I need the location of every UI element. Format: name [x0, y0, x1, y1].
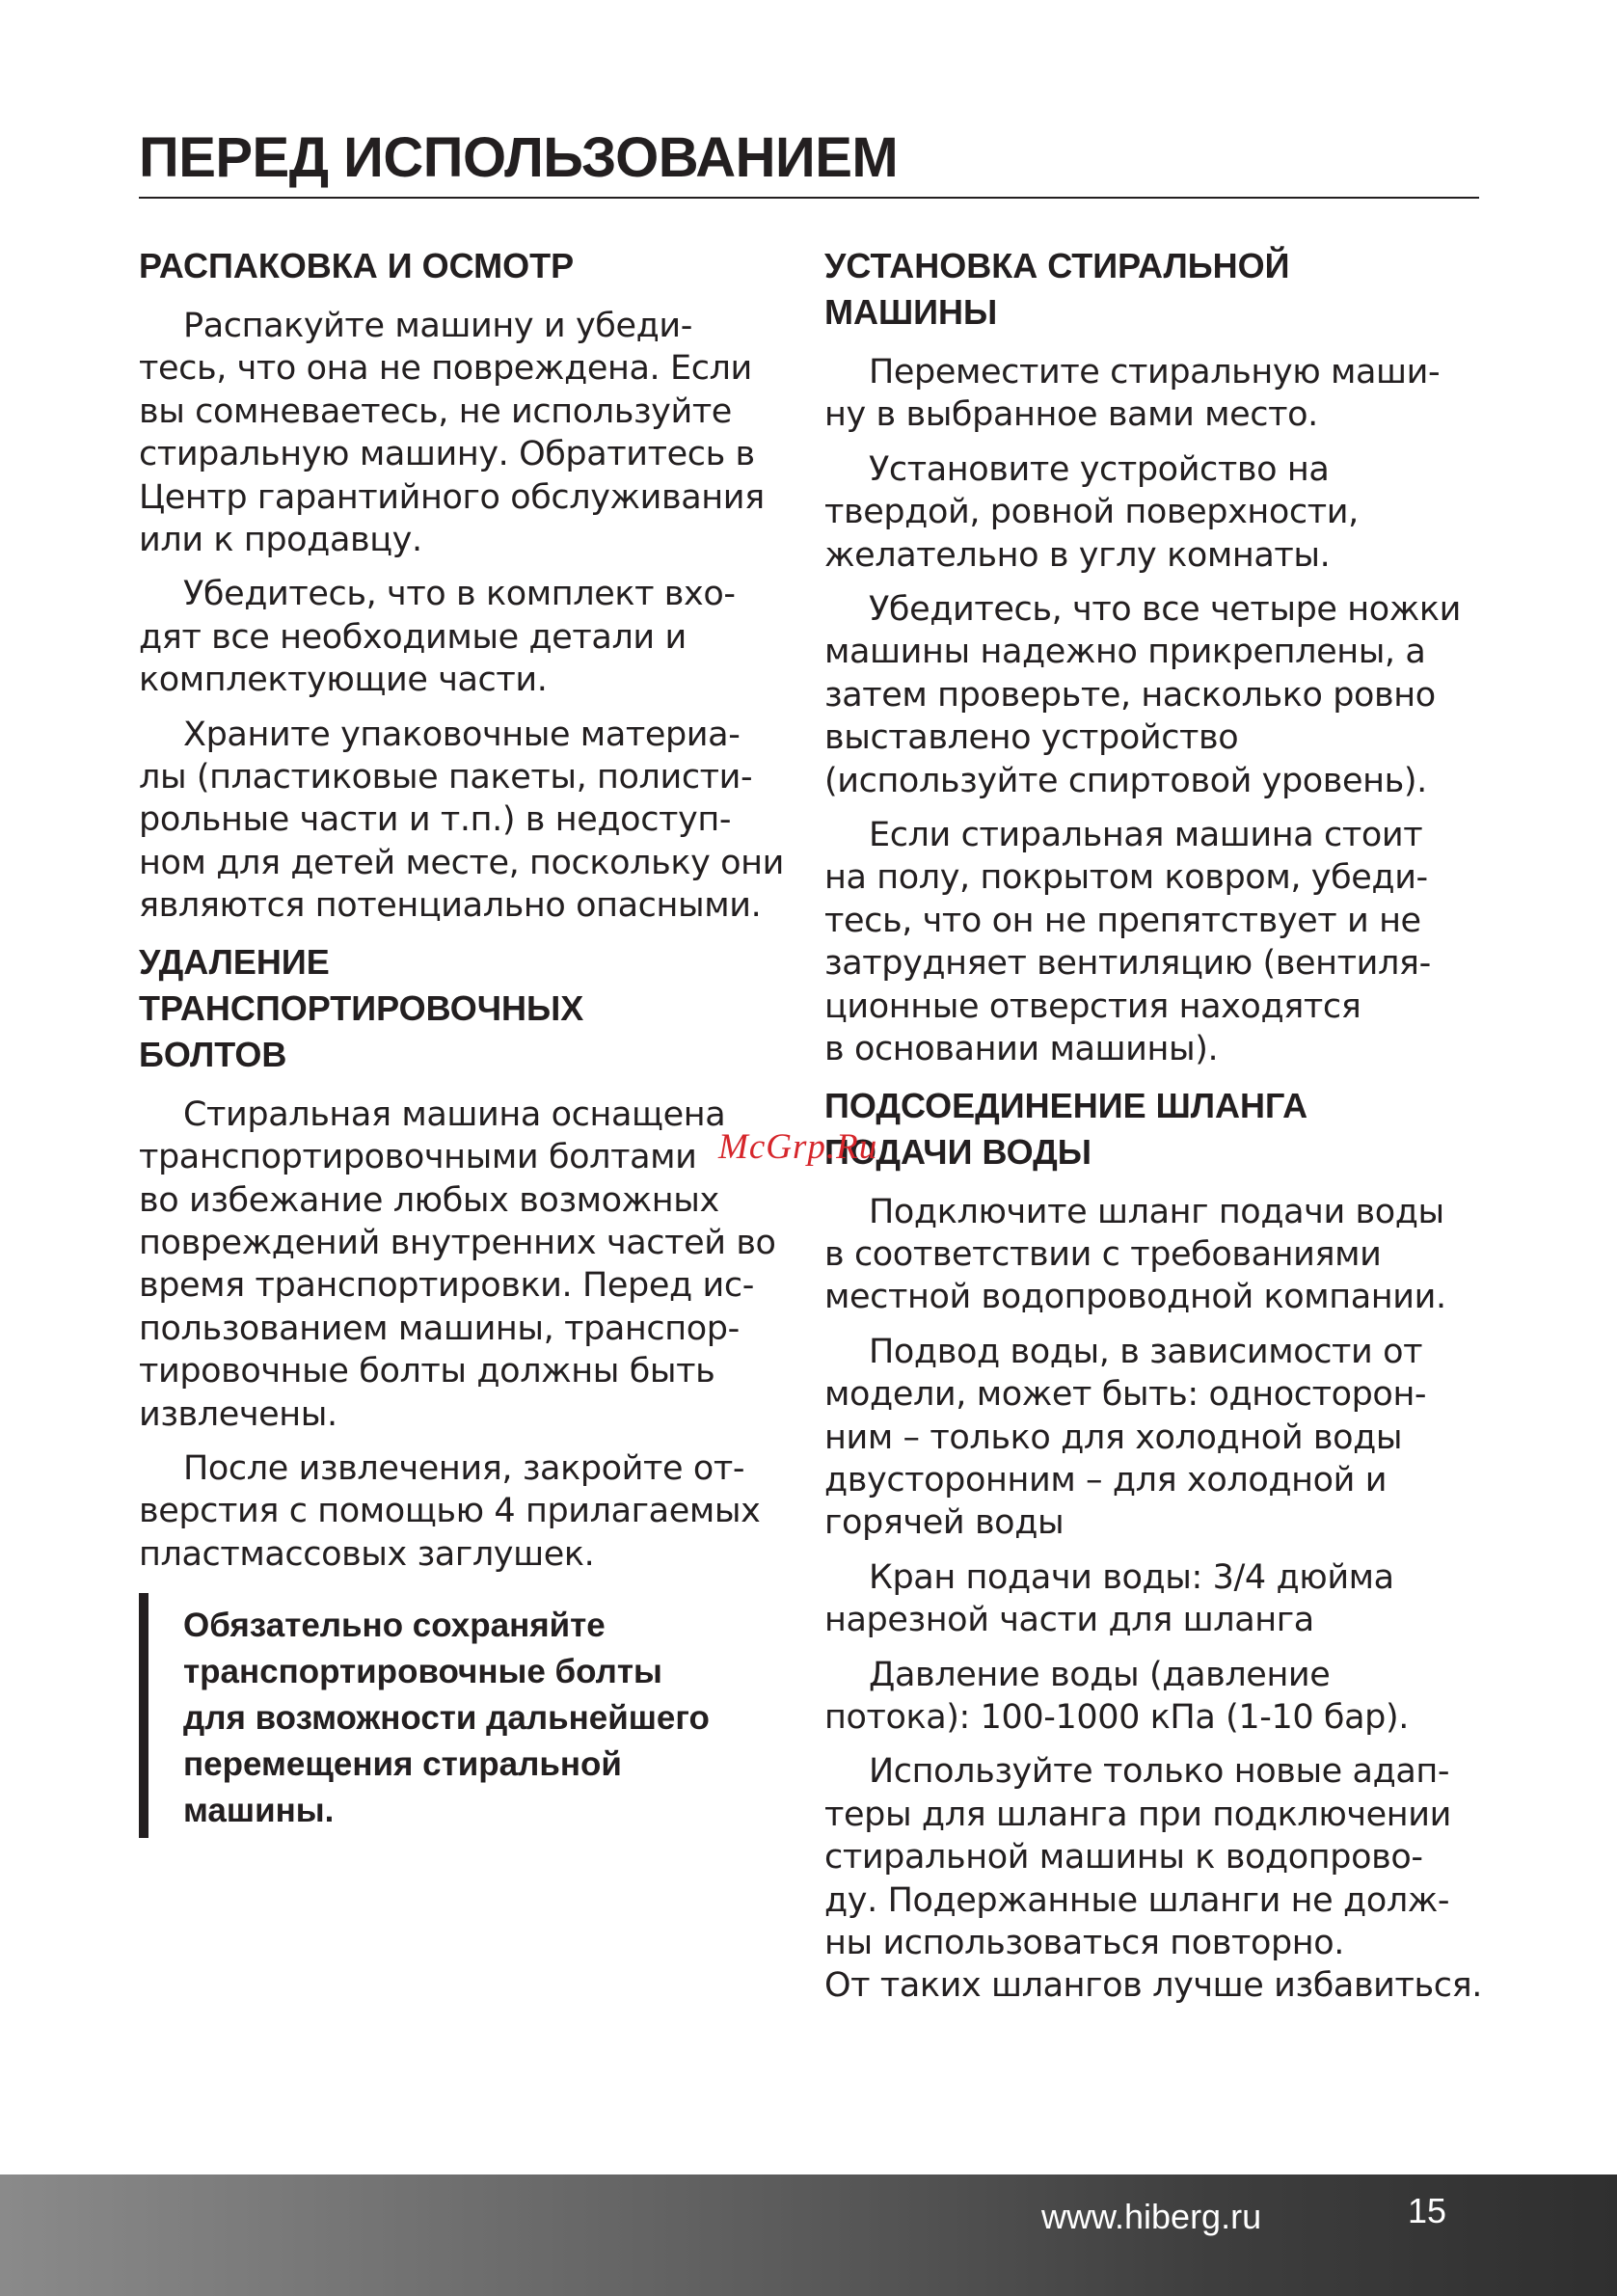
paragraph: Храните упаковочные материа- лы (пластиковые пакеты, полисти- рольные части и т.п.) в недоступ- ном для детей месте, поскольку они являются потенциально опасными. [139, 715, 784, 926]
heading-unpacking: РАСПАКОВКА И ОСМОТР [139, 246, 575, 285]
paragraph: Убедитесь, что в комплект вхо- дят все необходимые детали и комплектующие части. [139, 575, 736, 700]
page-title: ПЕРЕД ИСПОЛЬЗОВАНИЕМ [139, 122, 1479, 199]
paragraph: Убедитесь, что все четыре ножки машины надежно прикреплены, а затем проверьте, насколько ровно выставлено устройство (используйте спиртовой уровень). [824, 590, 1461, 800]
important-note: Обязательно сохраняйте транспортировочные болты для возможности дальнейшего перемещения стиральной машины. [139, 1593, 804, 1838]
paragraph: Переместите стиральную маши- ну в выбранное вами место. [824, 353, 1441, 435]
heading-water-hose: ПОДСОЕДИНЕНИЕ ШЛАНГА ПОДАЧИ ВОДЫ [824, 1085, 1308, 1172]
footer-bar [0, 2174, 1617, 2296]
paragraph: Подвод воды, в зависимости от модели, может быть: односторон- ним – только для холодной воды двусторонним – для холодной и горячей воды [824, 1332, 1427, 1543]
paragraph: Давление воды (давление потока): 100-1000 кПа (1-10 бар). [824, 1655, 1409, 1737]
paragraph: Распакуйте машину и убеди- тесь, что она не повреждена. Если вы сомневаетесь, не используйте стиральную машину. Обратитесь в Центр гарантийного обслуживания или к продавцу. [139, 307, 765, 560]
heading-transport-bolts: УДАЛЕНИЕ ТРАНСПОРТИРОВОЧНЫХ БОЛТОВ [139, 941, 584, 1074]
watermark: McGrp.Ru [718, 1127, 878, 1167]
left-column [139, 243, 804, 1838]
heading-installation: УСТАНОВКА СТИРАЛЬНОЙ МАШИНЫ [824, 246, 1290, 332]
paragraph: Подключите шланг подачи воды в соответствии с требованиями местной водопроводной компании. [824, 1192, 1446, 1317]
paragraph: Установите устройство на твердой, ровной поверхности, желательно в углу комнаты. [824, 449, 1359, 575]
right-column [824, 243, 1490, 2019]
paragraph: Стиральная машина оснащена транспортировочными болтами во избежание любых возможных повреждений внутренних частей во время транспортировки. Перед ис- пользованием машины, транспор- тировочные болты должны быть извлечены. [139, 1094, 776, 1434]
paragraph: Если стиральная машина стоит на полу, покрытом ковром, убеди- тесь, что он не препятствует и не затрудняет вентиляцию (вентиля- ционные отверстия находятся в основании машины). [824, 816, 1431, 1069]
paragraph: Кран подачи воды: 3/4 дюйма нарезной части для шланга [824, 1557, 1394, 1640]
paragraph: После извлечения, закройте от- верстия с помощью 4 прилагаемых пластмассовых заглушек. [139, 1448, 761, 1574]
paragraph: Используйте только новые адап- теры для шланга при подключении стиральной машины к водопрово- ду. Подержанные шланги не долж- ны использоваться повторно. От таких шлангов лучше избавиться. [824, 1752, 1482, 2006]
page-number: 15 [1408, 2191, 1447, 2230]
website-link[interactable]: www.hiberg.ru [1041, 2197, 1262, 2236]
